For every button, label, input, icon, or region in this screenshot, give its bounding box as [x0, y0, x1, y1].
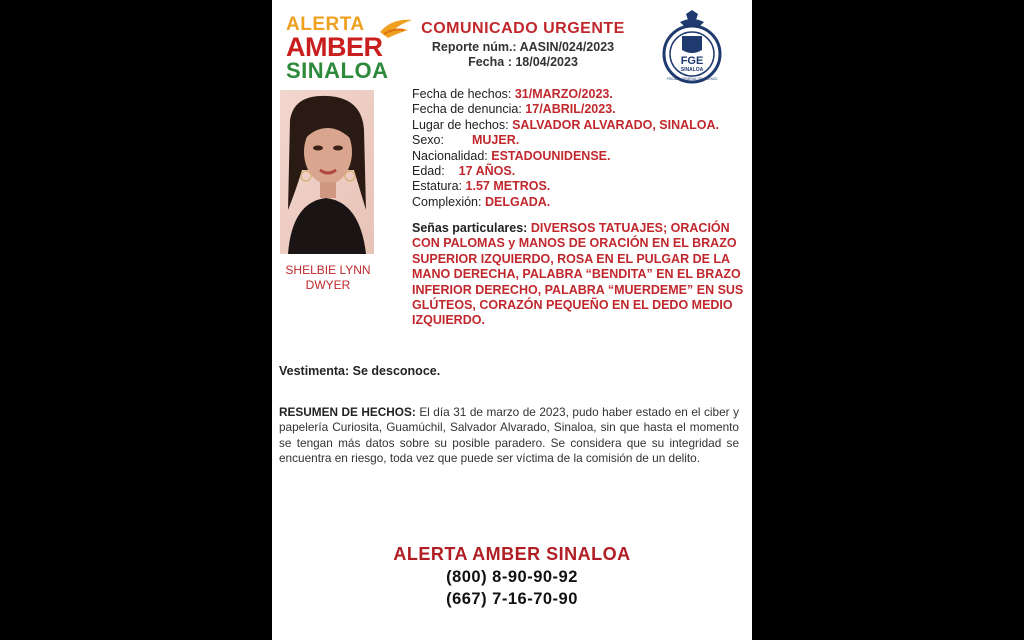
fact-label: Complexión:: [412, 194, 482, 209]
logo-line3: SINALOA: [286, 58, 389, 83]
fact-label: Fecha de denuncia:: [412, 102, 522, 117]
alert-flyer: [272, 0, 752, 640]
report-number: Reporte núm.: AASIN/024/2023: [431, 40, 615, 54]
fact-value: 17 AÑOS.: [458, 164, 516, 179]
logo-line1: ALERTA: [286, 14, 365, 35]
fact-value: ESTADOUNIDENSE.: [491, 148, 611, 163]
vestimenta-value: Se desconoce.: [352, 364, 441, 378]
fact-label: Sexo:: [412, 133, 444, 148]
fact-value: 1.57 METROS.: [465, 179, 551, 194]
fge-seal-icon: [660, 8, 724, 88]
senas-label: Señas particulares:: [412, 221, 528, 235]
fact-value: DELGADA.: [484, 194, 551, 209]
resumen-text: El día 31 de marzo de 2023, pudo haber estado en el ciber y papelería Curiosita, Guamúchil, Salvador Alvarado, Sinaloa, sin que hasta el momento se tengan más datos sobre su posible paradero. Se considera que su integridad se encuentra en riesgo, toda vez que puede ser víctima de la comisión de un delito.: [279, 405, 740, 465]
fact-row: [412, 179, 752, 194]
fact-value: MUJER.: [471, 133, 520, 148]
distinguishing-marks: [412, 221, 752, 329]
vestimenta-label: Vestimenta:: [279, 364, 350, 378]
facts-list: [412, 87, 752, 210]
fact-row: [412, 118, 752, 133]
senas-value: DIVERSOS TATUAJES; ORACIÓN CON PALOMAS y MANOS DE ORACIÓN EN EL BRAZO SUPERIOR IZQUIERDO, ROSA EN EL PULGAR DE LA MANO DERECHA, PALABRA “BENDITA” EN EL BRAZO INFERIOR DERECHO, PALABRA “MUERDEME” EN SUS GLÚTEOS, CORAZÓN PEQUEÑO EN EL DEDO MEDIO IZQUIERDO.: [412, 221, 744, 328]
fact-row: [412, 164, 752, 179]
fact-label: Lugar de hechos:: [412, 117, 509, 132]
logo-line2: AMBER: [286, 32, 383, 62]
phone-number-1: (800) 8-90-90-92: [446, 568, 578, 586]
seal-acronym: FGE: [680, 55, 704, 67]
header-title: COMUNICADO URGENTE: [421, 20, 625, 37]
alerta-amber-logo: [286, 14, 406, 82]
caption-line1: SHELBIE LYNN: [285, 263, 371, 277]
fact-row: [412, 102, 752, 117]
caption-line2: DWYER: [305, 278, 351, 292]
fact-label: Nacionalidad:: [412, 148, 488, 163]
fact-row: [412, 149, 752, 164]
clothing: [279, 364, 440, 378]
seal-ring-text: FISCALÍA GENERAL DEL ESTADO: [666, 77, 718, 81]
report-date: Fecha : 18/04/2023: [468, 55, 578, 69]
fact-value: 17/ABRIL/2023.: [525, 102, 616, 117]
fact-label: Edad:: [412, 164, 445, 179]
seal-state: SINALOA: [680, 67, 704, 73]
summary: [279, 405, 739, 466]
footer-title: ALERTA AMBER SINALOA: [393, 544, 631, 564]
fact-value: 31/MARZO/2023.: [514, 87, 613, 101]
phone-number-2: (667) 7-16-70-90: [446, 590, 578, 608]
fact-row: [412, 195, 752, 210]
fact-row: [412, 133, 752, 148]
fact-label: Estatura:: [412, 179, 463, 194]
bird-icon: [378, 16, 414, 42]
resumen-label: RESUMEN DE HECHOS:: [279, 405, 416, 419]
fact-row: [412, 87, 752, 102]
person-name-caption: [280, 263, 376, 293]
fact-label: Fecha de hechos:: [412, 87, 512, 101]
missing-person-photo: [280, 90, 374, 254]
fact-value: SALVADOR ALVARADO, SINALOA.: [512, 117, 720, 132]
